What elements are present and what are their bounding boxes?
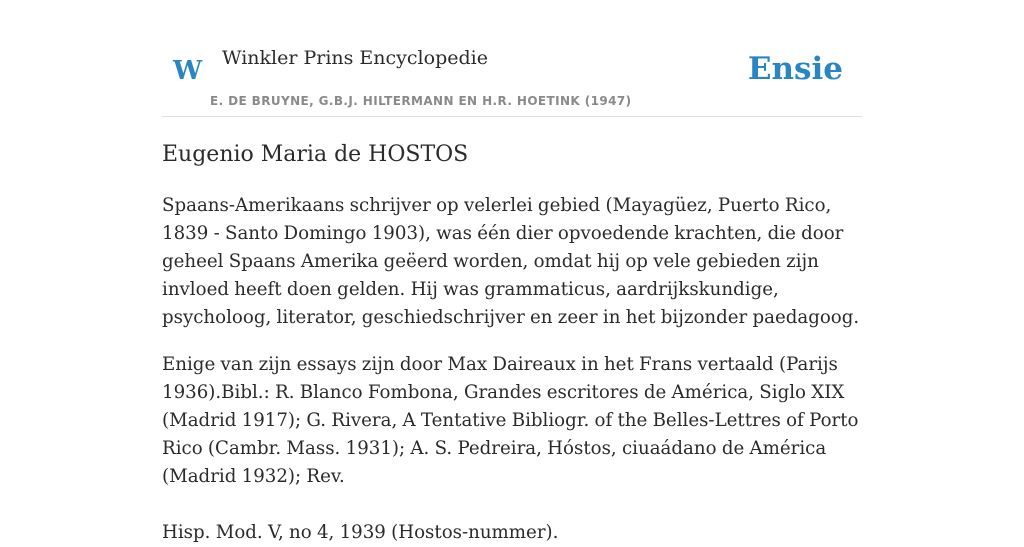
source-authors: E. DE BRUYNE, G.B.J. HILTERMANN EN H.R. HOETINK (1947) [210,94,632,108]
source-header [162,0,862,117]
source-title[interactable]: Winkler Prins Encyclopedie [222,47,488,69]
brand-logo[interactable]: Ensie [747,51,843,87]
article-paragraph: Spaans-Amerikaans schrijver op velerlei gebied (Mayagüez, Puerto Rico, 1839 - Santo Domingo 1903), was één dier opvoedende krachten, die door geheel Spaans Amerika geëerd worden, omdat hij op vele gebieden zijn invloed heeft doen gelden. Hij was grammaticus, aardrijkskundige, psycholoog, literator, geschiedschrijver en zeer in het bijzonder paedagoog. [162,195,860,328]
article-paragraph: Hisp. Mod. V, no 4, 1939 (Hostos-nummer). [162,522,559,543]
article-paragraph: Enige van zijn essays zijn door Max Daireaux in het Frans vertaald (Parijs 1936).Bibl.: R. Blanco Fombona, Grandes escritores de América, Siglo XIX (Madrid 1917); G. Rivera, A Tentative Bibliogr. of the Belles-Lettres of Porto Rico (Cambr. Mass. 1931); A. S. Pedreira, Hóstos, ciuaádano de América (Madrid 1932); Rev. [162,354,859,487]
source-logo-icon[interactable]: W [173,56,203,86]
article [162,138,862,547]
article-title: Eugenio Maria de HOSTOS [162,142,469,167]
